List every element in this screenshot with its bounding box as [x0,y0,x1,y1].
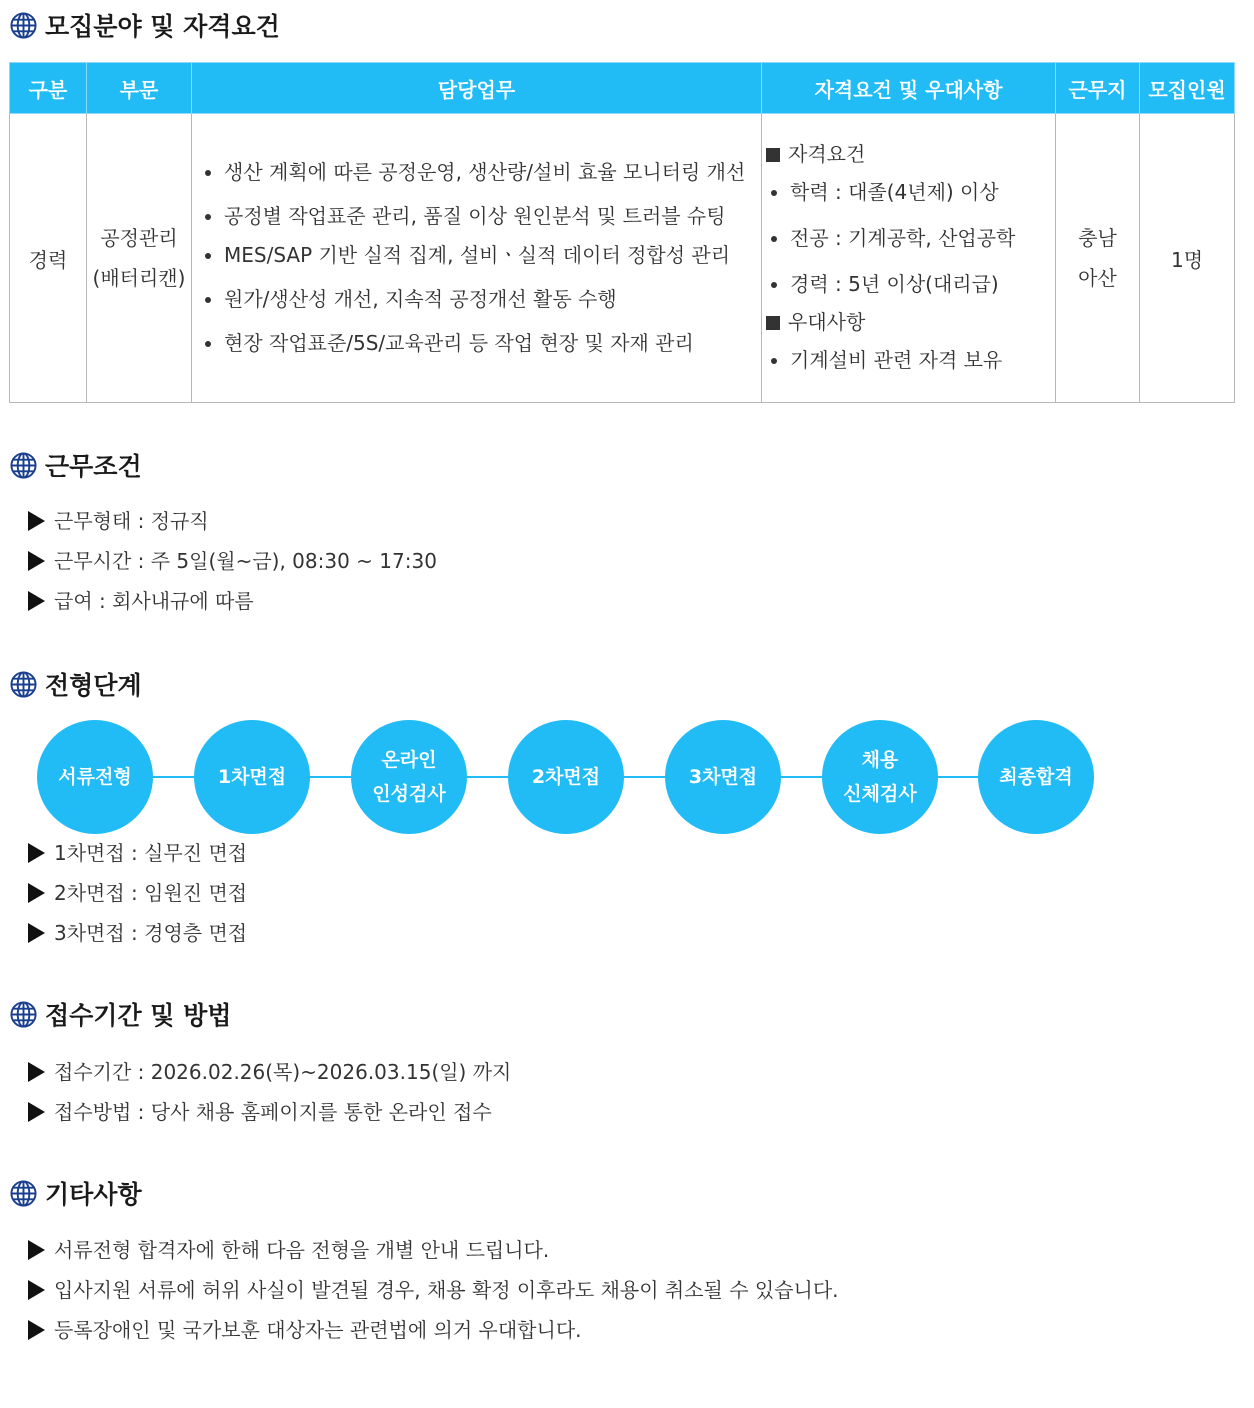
section-title-apply [10,998,231,1030]
table-header-row [10,63,1235,114]
triangle-right-icon [28,923,45,943]
qualification-item: • 전공 : 기계공학, 산업공학 [790,212,1055,264]
qualification-item: • 학력 : 대졸(4년제) 이상 [790,172,1055,212]
triangle-right-icon [28,511,45,531]
duty-item: • 생산 계획에 따른 공정운영, 생산량/설비 효율 모니터링 개선 [224,152,761,192]
qualification-heading-text: 자격요건 [788,142,866,166]
location-line: 아산 [1078,266,1117,290]
header-duties: 담당업무 [192,63,762,114]
process-step [37,720,153,834]
step-label: 인성검사 [372,783,446,805]
section-title-conditions [10,449,142,481]
list-item-text: 급여 : 회사내규에 따름 [54,589,254,613]
duty-item: • MES/SAP 기반 실적 집계, 설비ㆍ실적 데이터 정합성 관리 [224,235,761,275]
section-title-text: 모집분야 및 자격요건 [45,12,280,41]
list-item [28,1270,839,1310]
list-item-text: 근무시간 : 주 5일(월~금), 08:30 ~ 17:30 [54,549,437,573]
list-item-text: 입사지원 서류에 허위 사실이 발견될 경우, 채용 확정 이후라도 채용이 취소될 수 있습니다. [54,1278,839,1302]
list-item [28,833,247,873]
globe-icon [10,671,37,698]
section-title-text: 접수기간 및 방법 [45,1001,232,1030]
process-step [351,720,467,834]
globe-icon [10,1001,37,1028]
square-bullet-icon [766,316,780,330]
qualification-list [762,172,1055,304]
department-line: 공정관리 [100,226,178,250]
header-qualifications: 자격요건 및 우대사항 [762,63,1056,114]
preference-heading-text: 우대사항 [788,310,866,334]
table-row [10,114,1235,403]
triangle-right-icon [28,1062,45,1082]
triangle-right-icon [28,1320,45,1340]
department-cell [87,114,192,403]
list-item [28,501,437,541]
preference-list [762,340,1055,380]
conditions-list [28,501,437,621]
list-item [28,1092,511,1132]
step-label: 3차면접 [688,766,758,788]
department-line: (배터리캔) [92,266,186,290]
duty-item: • 원가/생산성 개선, 지속적 공정개선 활동 수행 [224,279,761,319]
location-cell [1056,114,1140,403]
process-step [665,720,781,834]
globe-icon [10,452,37,479]
section-title-text: 기타사항 [45,1180,142,1209]
process-step [978,720,1094,834]
qualification-heading [762,136,1055,172]
list-item-text: 등록장애인 및 국가보훈 대상자는 관련법에 의거 우대합니다. [54,1318,582,1342]
step-label: 서류전형 [58,766,132,788]
section-title-recruit [10,9,280,41]
apply-list [28,1052,511,1132]
qualifications-cell [762,114,1056,403]
list-item [28,873,247,913]
step-label: 온라인 [381,749,437,771]
step-label: 채용 [861,749,899,771]
triangle-right-icon [28,1102,45,1122]
headcount-cell: 1명 [1140,114,1235,403]
category-cell: 경력 [10,114,87,403]
qualification-item: • 경력 : 5년 이상(대리급) [790,264,1055,304]
triangle-right-icon [28,551,45,571]
globe-icon [10,1180,37,1207]
process-step [194,720,310,834]
list-item-text: 1차면접 : 실무진 면접 [54,841,248,865]
duties-cell [192,114,762,403]
duty-item: • 현장 작업표준/5S/교육관리 등 작업 현장 및 자재 관리 [224,323,761,363]
step-label: 1차면접 [217,766,287,788]
header-department: 부문 [87,63,192,114]
duties-list [192,152,761,363]
section-title-text: 전형단계 [45,671,142,700]
header-category: 구분 [10,63,87,114]
triangle-right-icon [28,1240,45,1260]
section-title-process [10,668,142,700]
triangle-right-icon [28,843,45,863]
step-label: 신체검사 [843,783,917,805]
globe-icon [10,12,37,39]
preference-item: • 기계설비 관련 자격 보유 [790,340,1055,380]
etc-list [28,1230,839,1350]
list-item [28,1310,839,1350]
preference-heading [762,304,1055,340]
list-item-text: 서류전형 합격자에 한해 다음 전형을 개별 안내 드립니다. [54,1238,550,1262]
section-title-text: 근무조건 [45,452,142,481]
section-title-etc [10,1177,142,1209]
step-label: 2차면접 [531,766,601,788]
list-item-text: 3차면접 : 경영층 면접 [54,921,248,945]
list-item [28,1052,511,1092]
list-item-text: 접수방법 : 당사 채용 홈페이지를 통한 온라인 접수 [54,1100,492,1124]
triangle-right-icon [28,591,45,611]
list-item-text: 2차면접 : 임원진 면접 [54,881,248,905]
header-headcount: 모집인원 [1140,63,1235,114]
square-bullet-icon [766,148,780,162]
list-item-text: 접수기간 : 2026.02.26(목)~2026.03.15(일) 까지 [54,1060,512,1084]
triangle-right-icon [28,883,45,903]
interview-list [28,833,247,953]
list-item-text: 근무형태 : 정규직 [54,509,209,533]
header-location: 근무지 [1056,63,1140,114]
duty-item: • 공정별 작업표준 관리, 품질 이상 원인분석 및 트러블 슈팅 [224,196,761,236]
list-item [28,541,437,581]
process-steps [37,720,1097,834]
list-item [28,913,247,953]
process-step [508,720,624,834]
recruit-table [9,62,1235,403]
step-label: 최종합격 [999,766,1073,788]
process-step [822,720,938,834]
list-item [28,581,437,621]
location-line: 충남 [1078,226,1117,250]
triangle-right-icon [28,1280,45,1300]
list-item [28,1230,839,1270]
